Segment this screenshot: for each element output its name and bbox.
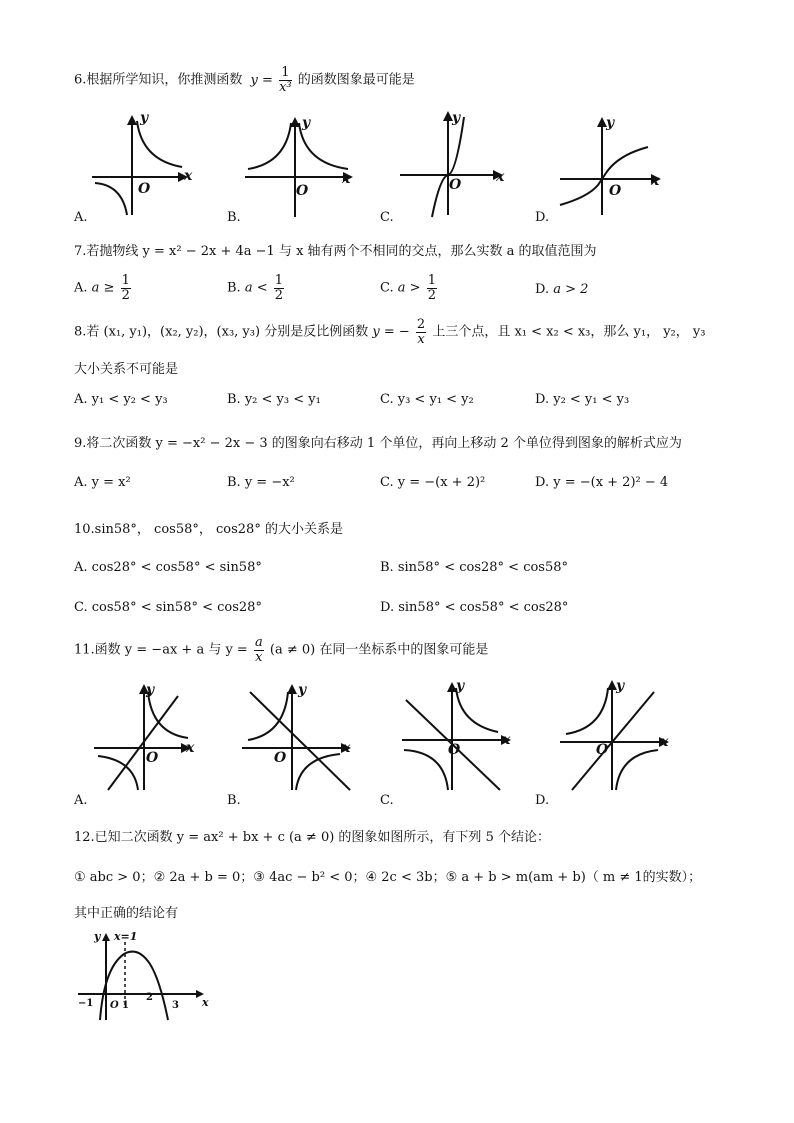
q6-frac-num: 1 (279, 66, 292, 81)
q12-graph (76, 928, 216, 1023)
q6-func-lhs: y = (250, 72, 273, 88)
q11-fraction (254, 636, 264, 664)
q7-b-num: 1 (274, 273, 284, 288)
question-10-stem: 10.sin58°， cos58°， cos28° 的大小关系是 (74, 522, 343, 537)
q11-graph-c (402, 682, 511, 790)
q11-b-x: x (342, 740, 351, 756)
q11-a-o: O (146, 750, 159, 766)
q12-prompt: 其中正确的结论有 (74, 906, 179, 921)
q7-option-c[interactable] (380, 274, 439, 302)
q11-option-a[interactable]: A. (74, 793, 88, 808)
q6-graph-a (92, 115, 188, 215)
q11-a-y: y (146, 682, 155, 698)
q11-frac-num: a (254, 635, 263, 650)
q8-suffix: 上三个点，且 x₁ < x₂ < x₃，那么 y₁， y₂， y₃ (432, 324, 706, 340)
q6-a-o: O (138, 181, 151, 197)
q6-fraction (279, 66, 292, 94)
q6-a-y: y (140, 110, 149, 126)
q6-option-c[interactable]: C. (380, 210, 394, 225)
q7-d-label: D. (535, 282, 550, 297)
q7-a-label: A. (74, 280, 88, 296)
question-11-stem (74, 636, 488, 664)
q11-c-y: y (456, 678, 465, 694)
q7-b-pre: a < (244, 280, 268, 296)
q8-option-b[interactable]: B. y₂ < y₃ < y₁ (227, 392, 321, 407)
question-12-stem: 12.已知二次函数 y = ax² + bx + c (a ≠ 0) 的图象如图所示，有下列 5 个结论： (74, 830, 550, 845)
q9-option-b[interactable]: B. y = −x² (227, 475, 295, 490)
q12-axis-label: x=1 (114, 930, 138, 943)
q9-option-c[interactable]: C. y = −(x + 2)² (380, 475, 486, 490)
question-6-stem (74, 66, 415, 94)
q6-b-x: x (342, 171, 351, 187)
q11-graph-a (94, 684, 191, 790)
q11-b-o: O (274, 750, 287, 766)
q10-option-a[interactable]: A. cos28° < cos58° < sin58° (74, 560, 262, 575)
q6-a-x: x (184, 168, 193, 184)
q8-frac-den: x (417, 331, 425, 347)
question-8-stem (74, 318, 705, 346)
q8-prefix: 8.若 (x₁, y₁)，(x₂, y₂)，(x₃, y₃) 分别是反比例函数 (74, 324, 369, 340)
q7-a-num: 1 (121, 273, 130, 288)
q6-prefix: 6.根据所学知识，你推测函数 (74, 72, 243, 88)
q7-c-den: 2 (427, 287, 436, 303)
q8-line2: 大小关系不可能是 (74, 362, 179, 377)
q11-a-x: x (186, 740, 195, 756)
q11-option-b[interactable]: B. (227, 793, 241, 808)
q6-option-a[interactable]: A. (74, 210, 88, 225)
q6-graphs (80, 105, 730, 225)
q12-origin: O (110, 1000, 119, 1011)
q11-frac-den: x (255, 649, 263, 665)
q11-graph-b (242, 684, 351, 790)
q6-suffix: 的函数图象最可能是 (297, 72, 415, 88)
q12-tick-neg1: −1 (78, 998, 94, 1009)
q7-c-num: 1 (427, 273, 436, 288)
q6-graph-c (400, 111, 503, 217)
q11-prefix: 11.函数 y = −ax + a 与 y = (74, 642, 248, 658)
q7-b-label: B. (227, 280, 241, 296)
q11-d-y: y (616, 678, 625, 694)
q6-graph-d (560, 117, 661, 215)
q11-b-y: y (298, 682, 307, 698)
question-9-stem: 9.将二次函数 y = −x² − 2x − 3 的图象向右移动 1 个单位，再向上移动 2 个单位得到图象的解析式应为 (74, 436, 682, 451)
q12-tick-1: 1 (122, 1000, 129, 1011)
q12-tick-2: 2 (146, 992, 153, 1003)
question-7-stem: 7.若抛物线 y = x² − 2x + 4a −1 与 x 轴有两个不相同的交点，那么实数 a 的取值范围为 (74, 244, 597, 259)
q7-b-frac (274, 274, 284, 302)
q6-d-y: y (606, 115, 615, 131)
q7-a-den: 2 (121, 287, 130, 303)
q11-c-o: O (448, 742, 461, 758)
q7-option-b[interactable] (227, 274, 286, 302)
q9-option-d[interactable]: D. y = −(x + 2)² − 4 (535, 475, 669, 490)
q6-option-b[interactable]: B. (227, 210, 241, 225)
q6-c-o: O (449, 177, 462, 193)
q7-a-frac (121, 274, 131, 302)
q11-graphs (80, 678, 730, 798)
q7-a-pre: a ≥ (91, 280, 115, 296)
q7-b-den: 2 (274, 287, 284, 303)
q11-graph-d (560, 680, 669, 790)
q11-option-d[interactable]: D. (535, 793, 550, 808)
q6-d-o: O (609, 183, 622, 199)
q6-frac-den: x³ (279, 79, 292, 95)
q7-option-d[interactable] (535, 282, 588, 297)
q7-option-a[interactable] (74, 274, 133, 302)
q8-option-d[interactable]: D. y₂ < y₁ < y₃ (535, 392, 630, 407)
q11-option-c[interactable]: C. (380, 793, 394, 808)
q10-option-d[interactable]: D. sin58° < cos58° < cos28° (380, 600, 569, 615)
q8-option-a[interactable]: A. y₁ < y₂ < y₃ (74, 392, 168, 407)
q7-d-text: a > 2 (553, 282, 589, 297)
q12-x-label: x (202, 996, 209, 1009)
q12-tick-3: 3 (172, 1000, 179, 1011)
q10-option-b[interactable]: B. sin58° < cos28° < cos58° (380, 560, 569, 575)
q11-suffix: (a ≠ 0) 在同一坐标系中的图象可能是 (269, 642, 489, 658)
q6-b-y: y (302, 115, 311, 131)
q6-c-y: y (452, 110, 461, 126)
q6-graph-b (245, 117, 353, 217)
q7-c-frac (427, 274, 437, 302)
q6-option-d[interactable]: D. (535, 210, 550, 225)
q12-y-label: y (94, 930, 101, 943)
q8-fraction (416, 318, 426, 346)
q9-option-a[interactable]: A. y = x² (74, 475, 131, 490)
q6-b-o: O (296, 183, 309, 199)
q7-c-label: C. (380, 280, 394, 296)
q11-d-o: O (596, 742, 609, 758)
q12-conclusions: ① abc > 0；② 2a + b = 0；③ 4ac − b² < 0；④ 2c < 3b；⑤ a + b > m(am + b)（ m ≠ 1的实数）； (74, 870, 702, 885)
q10-option-c[interactable]: C. cos58° < sin58° < cos28° (74, 600, 262, 615)
q7-c-pre: a > (397, 280, 421, 296)
q8-option-c[interactable]: C. y₃ < y₁ < y₂ (380, 392, 474, 407)
q11-d-x: x (660, 734, 669, 750)
q11-c-x: x (502, 732, 511, 748)
q6-c-x: x (496, 169, 505, 185)
q8-func-lhs: y = − (372, 324, 410, 340)
q6-d-x: x (651, 173, 660, 189)
q8-frac-num: 2 (416, 317, 426, 332)
